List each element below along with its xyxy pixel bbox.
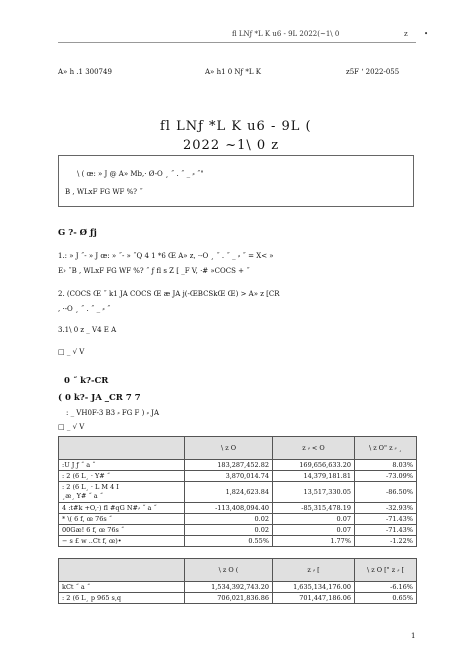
section1-item4: □ _ √ V	[58, 348, 85, 356]
row-label	[59, 482, 185, 503]
table2-header-cell	[59, 559, 185, 582]
change-percent: -71.43%	[355, 525, 417, 536]
table-row	[59, 471, 417, 482]
stock-name: A» h1 0 Nƒ *L K	[205, 68, 261, 76]
table1-header-cell: \ z O	[185, 437, 273, 460]
row-label-line2: ¸æ¸ Y# ˝ a ˝	[62, 492, 103, 500]
section2-note: : _ VH0F-3 B3 ⸗ FG F ) ⸗ JA	[66, 409, 160, 417]
prior-value: 0.07	[273, 525, 355, 536]
section2-heading: 0 ˝ k?-CR	[64, 376, 109, 386]
table-row	[59, 503, 417, 514]
prior-value: 0.07	[273, 514, 355, 525]
table-row	[59, 482, 417, 503]
document-title-line1: fl LNƒ *L K u6 - 9L (	[160, 119, 312, 134]
current-value: 1,534,392,743.20	[185, 582, 273, 593]
section1-item2-line2: , ·-O ¸ ˝ . ˝ _ ⸗ ˝	[58, 305, 111, 313]
table1-header-cell: z ⸗ < O	[273, 437, 355, 460]
prior-value: 13,517,330.05	[273, 482, 355, 503]
row-label: 00Gæ! 6 f, œ 76s ˝	[59, 525, 185, 536]
table-row	[59, 536, 417, 547]
current-value: 706,021,836.86	[185, 593, 273, 604]
current-value: 183,287,452.82	[185, 460, 273, 471]
prior-value: 1.77%	[273, 536, 355, 547]
table1-header-row	[59, 437, 417, 460]
notice-line1: \ ( œ: » J @ A» Mb,· Ø-O ¸ ˝ . ˝ _ ⸗ ˝"	[77, 170, 204, 178]
current-value: 0.02	[185, 525, 273, 536]
table-row	[59, 460, 417, 471]
change-percent: 8.03%	[355, 460, 417, 471]
change-percent: -86.50%	[355, 482, 417, 503]
row-label: : 2 (6 L¸ · Y# ˝	[59, 471, 185, 482]
table-row	[59, 582, 417, 593]
table2-header-cell: \ z O (	[185, 559, 273, 582]
stock-code: A» h .1 300749	[58, 68, 112, 76]
section1-heading: G ?- Ø ƒj	[58, 228, 97, 238]
row-label: : 2 (6 L¸ p 965 s,q	[59, 593, 185, 604]
prior-value: 701,447,186.06	[273, 593, 355, 604]
prior-value: 14,379,181.81	[273, 471, 355, 482]
prior-value: 1,635,134,176.00	[273, 582, 355, 593]
current-value: 0.55%	[185, 536, 273, 547]
current-value: 0.02	[185, 514, 273, 525]
notice-line2: B , WLxF FG WF %? ˝	[65, 188, 143, 196]
running-header-bullet: •	[424, 30, 429, 38]
section1-item1-line2: E› ˝B , WLxF FG WF %? ˝ ƒ fl s Z [ _F V, ·# »COCS + ˝	[58, 267, 250, 275]
running-header-mark: z	[404, 30, 408, 38]
table-row	[59, 514, 417, 525]
section1-item1-line1: 1.: » J ˝- » J œ: » ˝- » ˝Q 4 1 *6 Œ A» z, ·-O ¸ ˝ . ˝ _ ⸗ ˝ = X< »	[58, 252, 274, 260]
running-header-title: fl LNƒ *L K u6 - 9L 2022(~1\ 0	[232, 30, 340, 38]
financial-table-1	[58, 436, 417, 547]
table-row	[59, 525, 417, 536]
change-percent: -71.43%	[355, 514, 417, 525]
table-row	[59, 593, 417, 604]
change-percent: -73.09%	[355, 471, 417, 482]
current-value: 1,824,623.84	[185, 482, 273, 503]
row-label-line1: : 2 (6 L¸ · L M 4 I	[62, 483, 119, 491]
page-number: 1	[411, 632, 416, 640]
section1-item2-line1: 2. (COCS Œ ˝ k1 JA COCS Œ æ JA j(-ŒBCSkŒ Œ) > A» z [CR	[58, 290, 280, 298]
row-label: * \( 6 f, œ 76s ˝	[59, 514, 185, 525]
change-percent: -1.22%	[355, 536, 417, 547]
current-value: 3,870,014.74	[185, 471, 273, 482]
prior-value: 169,656,633.20	[273, 460, 355, 471]
table2-header-row	[59, 559, 417, 582]
change-percent: -32.93%	[355, 503, 417, 514]
announcement-number: z5F ʻ 2022-055	[346, 68, 400, 76]
notice-box	[58, 155, 414, 207]
financial-table-2	[58, 558, 417, 604]
section2-subheading: ( 0 k?- JA _CR 7 7	[58, 393, 141, 403]
change-percent: -6.16%	[355, 582, 417, 593]
row-label: :U J ƒ ˝ a ˝	[59, 460, 185, 471]
row-label: kCt ˝ a ˝	[59, 582, 185, 593]
row-label: 4 :t#k +O,·) fl #qG N#⸗ ˝ a ˝	[59, 503, 185, 514]
section2-check: □ _ √ V	[58, 423, 85, 431]
header-rule	[58, 42, 416, 43]
document-title-line2: 2022 ~1\ 0 z	[183, 138, 280, 153]
change-percent: 0.65%	[355, 593, 417, 604]
table2-header-cell: z ⸗ [	[273, 559, 355, 582]
table1-header-cell	[59, 437, 185, 460]
prior-value: -85,315,478.19	[273, 503, 355, 514]
current-value: -113,408,094.40	[185, 503, 273, 514]
table1-header-cell: \ z O" z ⸗ ¸	[355, 437, 417, 460]
table2-header-cell: \ z O [" z ⸗ [	[355, 559, 417, 582]
section1-item3: 3.1\ 0 z _ V4 E A	[58, 326, 117, 334]
row-label: − s £ w ..Ct f, œ)•	[59, 536, 185, 547]
